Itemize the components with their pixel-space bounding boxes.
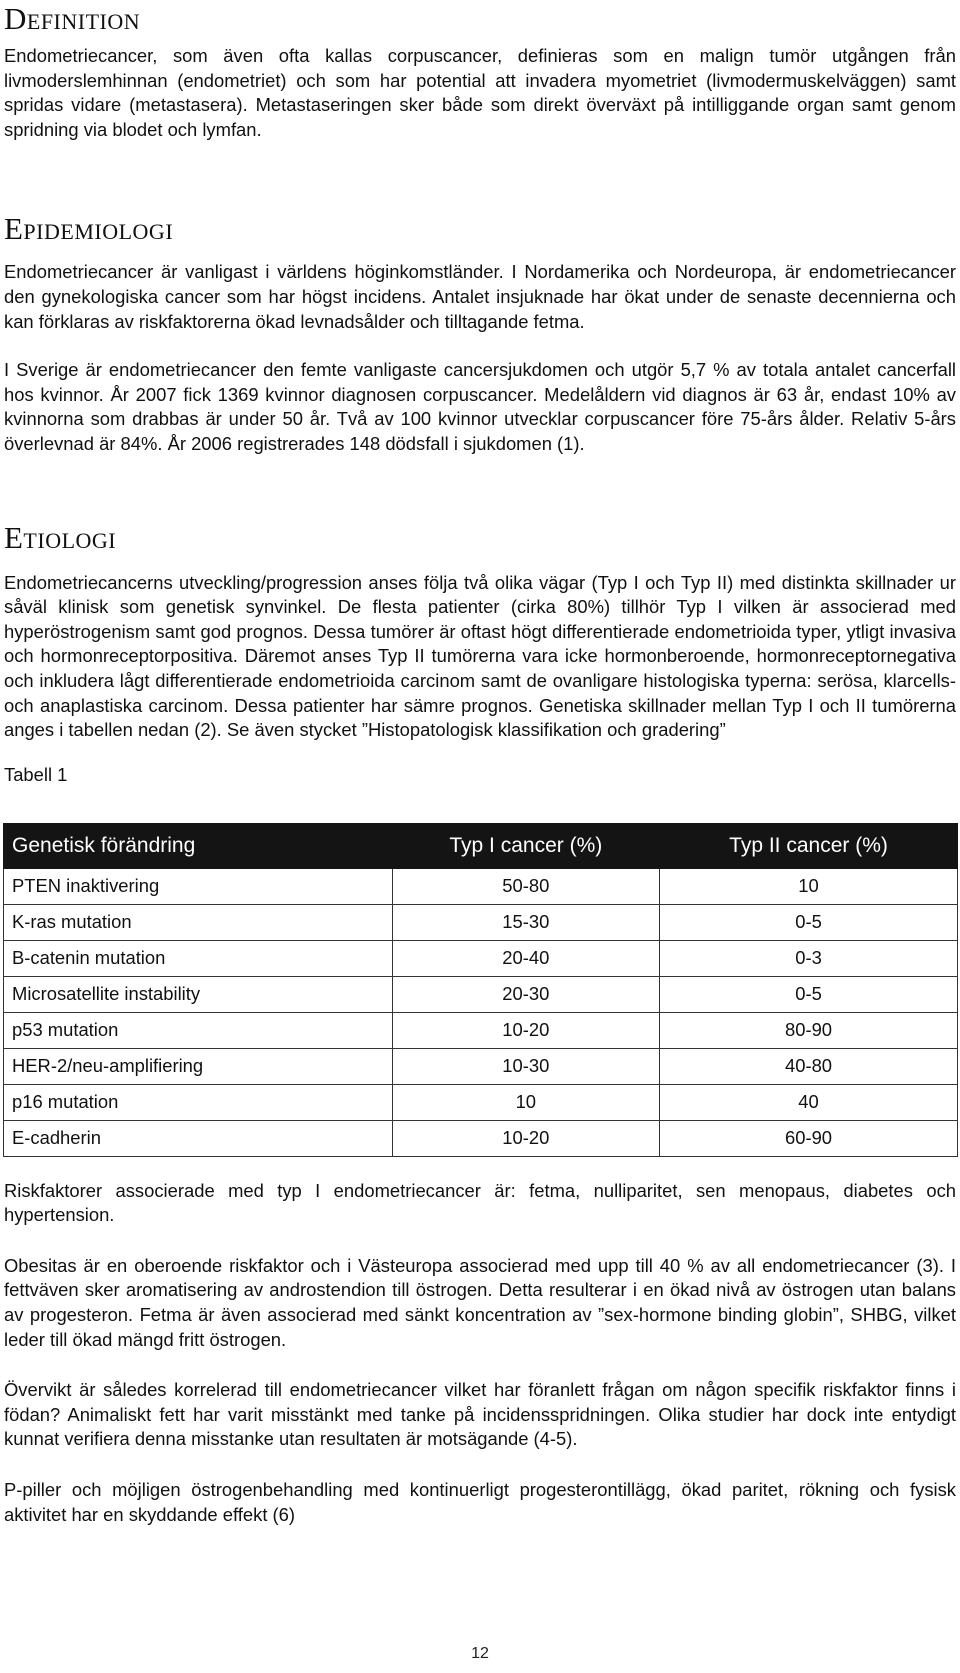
table-cell: Microsatellite instability — [4, 976, 393, 1012]
epidemiologi-paragraph-1: Endometriecancer är vanligast i världens höginkomstländer. I Nordamerika och Nordeuropa, är endometriecancer den gynekologiska cancer som har högst incidens. Antalet insjuknade har ökat under de senaste decennierna och kan förklaras av riskfaktorerna ökad levnadsålder och tilltagande fetma. — [4, 261, 956, 332]
table-cell: 10-20 — [392, 1012, 659, 1048]
section-heading-definition: Definition — [4, 1, 141, 36]
column-header-type2: Typ II cancer (%) — [660, 823, 958, 868]
protective-factors-paragraph: P-piller och möjligen östrogenbehandling med kontinuerligt progesterontillägg, ökad paritet, rökning och fysisk aktivitet har en skyddande effekt (6) — [4, 1479, 956, 1525]
table-cell: 40 — [660, 1084, 958, 1120]
table-cell: 10 — [660, 868, 958, 904]
page-number: 12 — [471, 1645, 489, 1662]
document-page — [4, 0, 956, 1527]
epidemiologi-paragraph-2: I Sverige är endometriecancer den femte vanligaste cancersjukdomen och utgör 5,7 % av totala antalet cancerfall hos kvinnor. År 2007 fick 1369 kvinnor diagnosen corpuscancer. Medelåldern vid diagnos är 63 år, endast 10% av kvinnorna som drabbas är under 50 år. Två av 100 kvinnor utvecklar corpuscancer före 75-års ålder. Relativ 5-års överlevnad är 84%. År 2006 registrerades 148 dödsfall i sjukdomen (1). — [4, 359, 956, 454]
table-row — [4, 1084, 958, 1120]
table-header-row — [4, 823, 958, 868]
risk-factors-paragraph: Riskfaktorer associerade med typ I endometriecancer är: fetma, nulliparitet, sen menopaus, diabetes och hypertension. — [4, 1179, 956, 1226]
overweight-paragraph: Övervikt är således korrelerad till endometriecancer vilket har föranlett frågan om någon specifik riskfaktor finns i födan? Animaliskt fett har varit misstänkt med tanke på incidensspridningen. Olika studier har dock inte entydigt kunnat verifiera denna misstanke utan resultaten är motsägande (4-5). — [4, 1379, 956, 1450]
table-cell: HER-2/neu-amplifiering — [4, 1048, 393, 1084]
table-cell: 40-80 — [660, 1048, 958, 1084]
table-cell: 60-90 — [660, 1120, 958, 1156]
table-cell: K-ras mutation — [4, 904, 393, 940]
table-cell: 80-90 — [660, 1012, 958, 1048]
table-row — [4, 1120, 958, 1156]
table-row — [4, 976, 958, 1012]
table-cell: p53 mutation — [4, 1012, 393, 1048]
table-row — [4, 868, 958, 904]
table-cell: 20-40 — [392, 940, 659, 976]
table-cell: 10-20 — [392, 1120, 659, 1156]
table-row — [4, 904, 958, 940]
genetic-changes-table — [3, 823, 958, 1157]
table-cell: 20-30 — [392, 976, 659, 1012]
table-cell: 0-3 — [660, 940, 958, 976]
table-cell: 0-5 — [660, 904, 958, 940]
etiologi-paragraph: Endometriecancerns utveckling/progression anses följa två olika vägar (Typ I och Typ II) med distinkta skillnader ur såväl klinisk som genetisk synvinkel. De flesta patienter (cirka 80%) tillhör Typ I vilken är associerad med hyperöstrogenism samt god prognos. Dessa tumörer är oftast högt differentierade endometrioida typer, ytligt invasiva och hormonreceptorpositiva. Däremot anses Typ II tumörerna vara icke hormonberoende, hormonreceptornegativa och inkludera lågt differentierade endometrioida carcinom samt de ovanligare histologiska typerna: serösa, klarcells- och anaplastiska carcinom. Dessa patienter har sämre prognos. Genetiska skillnader mellan Typ I och II tumörerna anges i tabellen nedan (2). Se även stycket ”Histopatologisk klassifikation och gradering” — [4, 571, 956, 741]
obesity-paragraph: Obesitas är en oberoende riskfaktor och i Västeuropa associerad med upp till 40 % av all endometriecancer (3). I fettväven sker aromatisering av androstendion till östrogen. Detta resulterar i en ökad nivå av östrogen utan balans av progesteron. Fetma är även associerad med sänkt koncentration av ”sex-hormone binding globin”, SHBG, vilket leder till ökad mängd fritt östrogen. — [4, 1254, 956, 1350]
column-header-type1: Typ I cancer (%) — [392, 823, 659, 868]
table-cell: 10 — [392, 1084, 659, 1120]
table-cell: 0-5 — [660, 976, 958, 1012]
table-cell: 50-80 — [392, 868, 659, 904]
table-cell: p16 mutation — [4, 1084, 393, 1120]
table-cell: 15-30 — [392, 904, 659, 940]
table-cell: E-cadherin — [4, 1120, 393, 1156]
definition-paragraph: Endometriecancer, som även ofta kallas corpuscancer, definieras som en malign tumör utgången från livmoderslemhinnan (endometriet) och som har potential att invadera myometriet (livmodermuskelväggen) samt spridas vidare (metastasera). Metastaseringen sker både som direkt överväxt på intilliggande organ samt genom spridning via blodet och lymfan. — [4, 45, 956, 140]
column-header-genetic-change: Genetisk förändring — [4, 823, 393, 868]
table-row — [4, 940, 958, 976]
section-heading-epidemiologi: Epidemiologi — [4, 211, 174, 247]
table-cell: PTEN inaktivering — [4, 868, 393, 904]
table-cell: B-catenin mutation — [4, 940, 393, 976]
table-cell: 10-30 — [392, 1048, 659, 1084]
table-caption: Tabell 1 — [4, 763, 68, 785]
section-heading-etiologi: Etiologi — [4, 519, 117, 555]
table-row — [4, 1048, 958, 1084]
table-row — [4, 1012, 958, 1048]
